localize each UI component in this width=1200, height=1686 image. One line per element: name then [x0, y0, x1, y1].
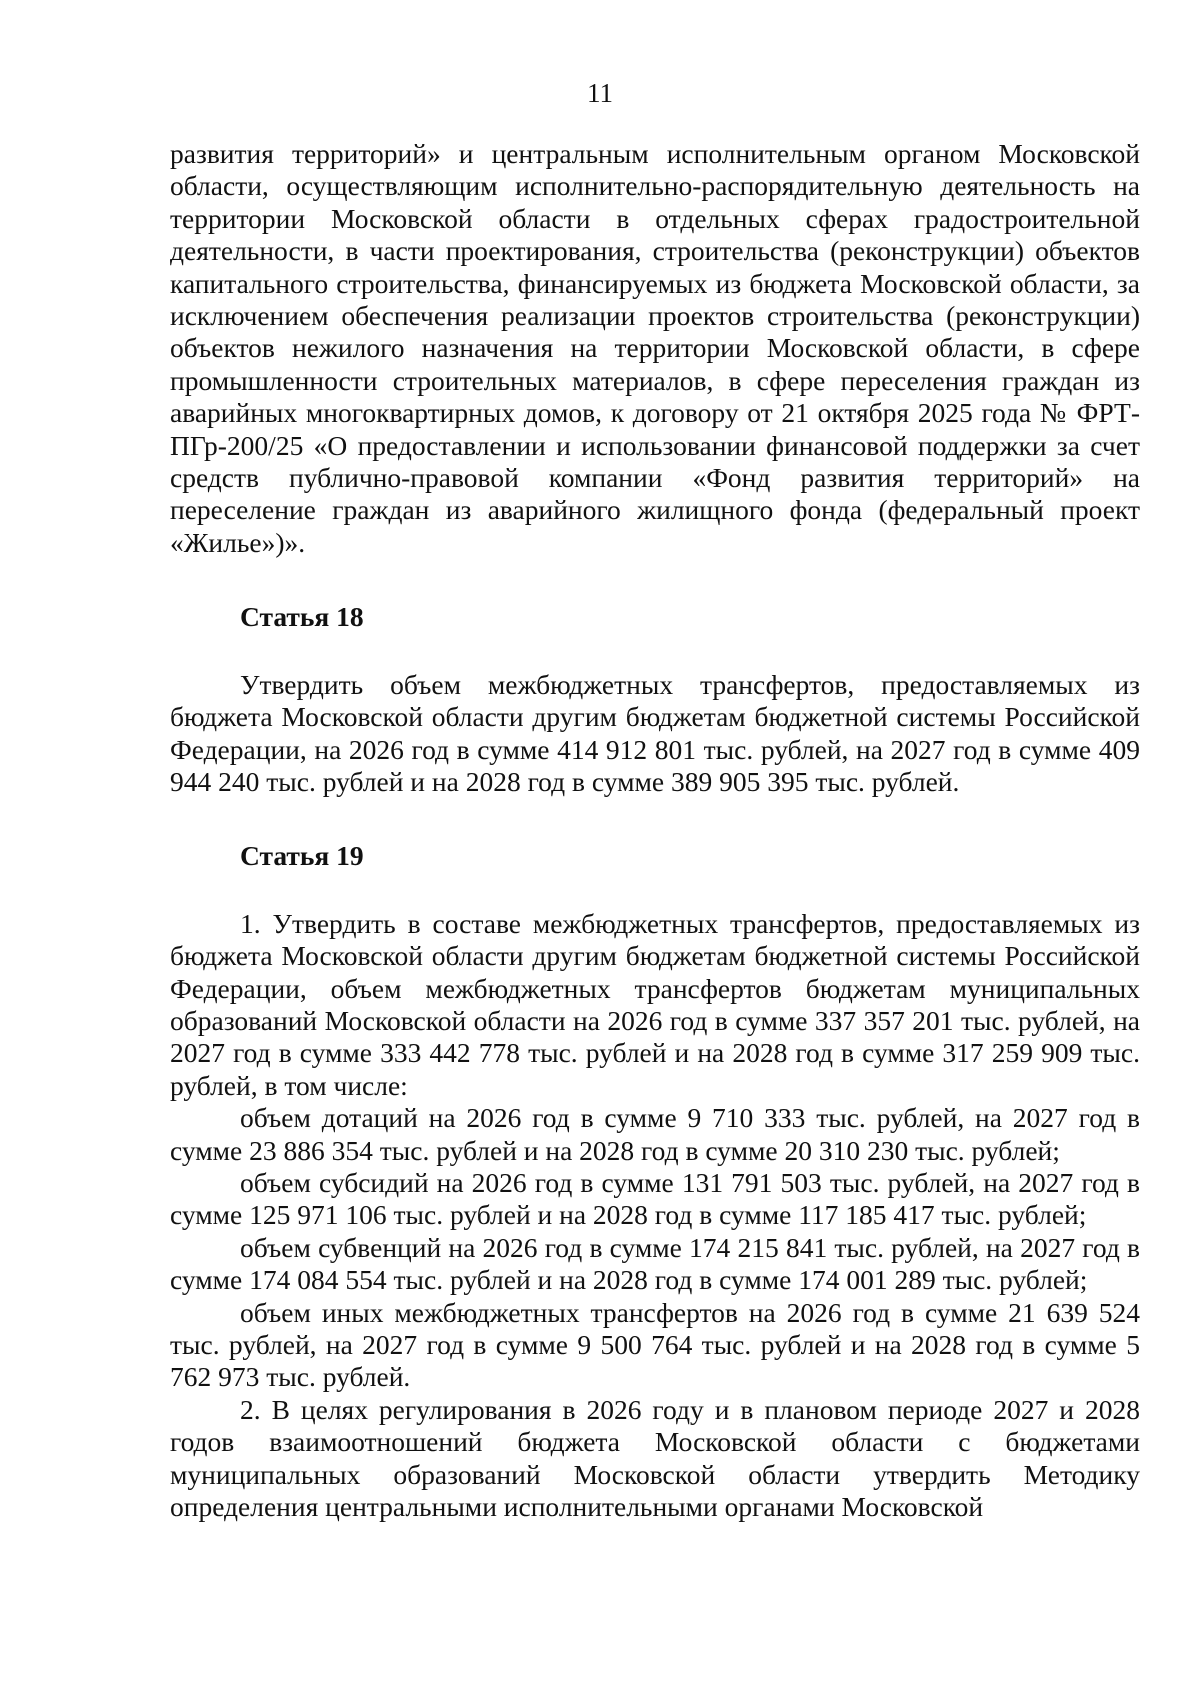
article-19-heading: Статья 19 [240, 840, 364, 872]
article-18-paragraph: Утвердить объем межбюджетных трансфертов, предоставляемых из бюджета Московской области другим бюджетам бюджетной системы Российской Федерации, на 2026 год в сумме 414 912 801 тыс. рублей, на 2027 год в сумме 409 944 240 тыс. рублей и на 2028 год в сумме 389 905 395 тыс. рублей. [170, 668, 1140, 797]
subsidies-paragraph: объем субсидий на 2026 год в сумме 131 791 503 тыс. рублей, на 2027 год в сумме 125 971 106 тыс. рублей и на 2028 год в сумме 117 185 417 тыс. рублей; [170, 1166, 1140, 1231]
article-19-item-2: 2. В целях регулирования в 2026 году и в плановом периоде 2027 и 2028 годов взаимоотношений бюджета Московской области с бюджетами муниципальных образований Московской области утвердить Методику определения центральными исполнительными органами Московской [170, 1393, 1140, 1523]
article-19-item-1: 1. Утвердить в составе межбюджетных трансфертов, предоставляемых из бюджета Московской области другим бюджетам бюджетной системы Российской Федерации, объем межбюджетных трансфертов бюджетам муниципальных образований Московской области на 2026 год в сумме 337 357 201 тыс. рублей, на 2027 год в сумме 333 442 778 тыс. рублей и на 2028 год в сумме 317 259 909 тыс. рублей, в том числе: [170, 907, 1140, 1101]
subventions-paragraph: объем субвенций на 2026 год в сумме 174 215 841 тыс. рублей, на 2027 год в сумме 174 084 554 тыс. рублей и на 2028 год в сумме 174 001 289 тыс. рублей; [170, 1231, 1140, 1296]
article-18-heading: Статья 18 [240, 601, 364, 633]
other-transfers-paragraph: объем иных межбюджетных трансфертов на 2026 год в сумме 21 639 524 тыс. рублей, на 2027 год в сумме 9 500 764 тыс. рублей и на 2028 год в сумме 5 762 973 тыс. рублей. [170, 1296, 1140, 1393]
document-body [170, 138, 1140, 1523]
page-number: 11 [587, 78, 613, 108]
continuation-paragraph: развития территорий» и центральным исполнительным органом Московской области, осуществляющим исполнительно-распорядительную деятельность на территории Московской области в отдельных сферах градостроительной деятельности, в части проектирования, строительства (реконструкции) объектов капитального строительства, финансируемых из бюджета Московской области, за исключением обеспечения реализации проектов строительства (реконструкции) объектов нежилого назначения на территории Московской области, в сфере промышленности строительных материалов, в сфере переселения граждан из аварийных многоквартирных домов, к договору от 21 октября 2025 года № ФРТ-ПГр-200/25 «О предоставлении и использовании финансовой поддержки за счет средств публично-правовой компании «Фонд развития территорий» на переселение граждан из аварийного жилищного фонда (федеральный проект «Жилье»)». [170, 138, 1140, 558]
dotations-paragraph: объем дотаций на 2026 год в сумме 9 710 333 тыс. рублей, на 2027 год в сумме 23 886 354 тыс. рублей и на 2028 год в сумме 20 310 230 тыс. рублей; [170, 1102, 1140, 1166]
